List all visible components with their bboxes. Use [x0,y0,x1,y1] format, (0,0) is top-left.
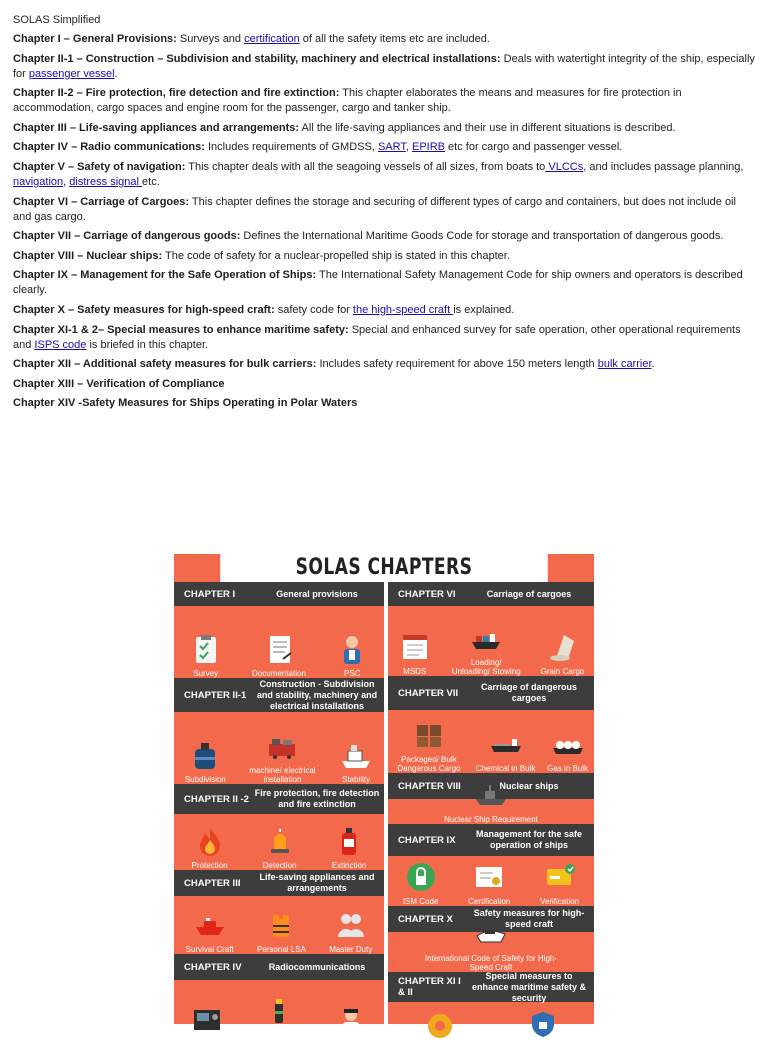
inline-link[interactable]: the high-speed craft [352,303,454,316]
verification-card-item [540,861,579,906]
warship-icon [474,779,508,813]
chapter-text: . [651,358,655,371]
speed-craft-item [416,918,566,972]
lifejacket-item [257,909,306,954]
cargo-ship-item [451,622,521,676]
inspector-item [335,633,369,678]
flame-item [192,825,228,870]
chapter-title: Carriage of cargoes [486,588,572,599]
operator-item [334,1004,368,1040]
icon-label: Survey [193,669,219,678]
ism-lock-item [403,861,439,906]
flame-icon [193,825,227,859]
chapter-paragraph [13,323,755,353]
icon-label: Certification [468,897,511,906]
msds-item [398,631,432,676]
chemical-tanker-icon [489,728,523,762]
icon-label: Detection [262,861,297,870]
chapter-number: CHAPTER VII [398,687,459,699]
chapter-text: is explained. [453,303,515,316]
extinguisher-item [332,825,367,870]
chapter-heading: Chapter IV – Radio communications: [13,141,205,154]
chapter-icon-band [388,932,594,972]
chapter-heading: Chapter I – General Provisions: [13,33,177,45]
chapter-number: CHAPTER X [398,913,453,925]
chapter-number: CHAPTER II -2 [184,793,249,805]
chapter-text: Includes requirements of GMDSS, [204,141,378,154]
chapter-list [13,32,755,411]
chapter-heading: Chapter XIII – Verification of Compliance [13,377,225,390]
chapter-header [388,676,594,710]
chapter-heading: Chapter III – Life-saving appliances and arrangements: [13,121,300,134]
lifebuoy-item [423,1008,457,1044]
inspector-icon [335,633,369,667]
chapter-title: Carriage of dangerous cargoes [480,682,578,703]
cargo-ship-icon [469,622,503,656]
lifeboat-item [186,909,234,954]
icon-label: machine/ electrical installation [249,766,316,784]
icon-label: Loading/ Unloading/ Stowing [451,658,521,676]
chapter-heading: Chapter VIII – Nuclear ships: [13,249,163,262]
chapter-text: This chapter elaborates the means and measures for fire protection in accommodation, cargo spaces and engine room for the passenger, cargo and tanker ship. [13,87,682,115]
chapter-number: CHAPTER IX [398,834,456,846]
chapter-text: . [114,67,118,80]
security-item [526,1008,560,1044]
chapter-number: CHAPTER VIII [398,780,461,792]
chapter-paragraph [13,121,755,136]
chapter-icon-band [388,710,594,773]
chapter-text: The International Safety Management Code for ship owners and operators is described clearly. [13,269,743,297]
gas-carrier-icon [551,728,585,762]
chapter-title: Fire protection, fire detection and fire extinction [254,788,380,809]
chapter-text: safety code for [274,303,353,316]
document-icon [262,633,296,667]
epirb-item [257,995,300,1040]
chapter-number: CHAPTER IV [184,961,242,973]
chapter-heading: Chapter XIV -Safety Measures for Ships Operating in Polar Waters [13,397,358,410]
lifebuoy-icon [423,1008,457,1042]
icon-label: Master Duty [329,945,373,954]
lifeboat-icon [193,909,227,943]
chapter-paragraph [13,86,755,116]
chapter-text: Defines the International Maritime Goods Code for storage and transportation of dangerous goods. [240,230,724,243]
gas-carrier-item [547,728,588,773]
chapter-title: Safety measures for high-speed craft [473,908,585,929]
chapter-paragraph [13,249,755,264]
chapter-number: CHAPTER II-1 [184,689,247,701]
extinguisher-icon [332,825,366,859]
chapter-text: This chapter defines the storage and securing of different types of cargo and containers, but does not include oil and gas cargo. [13,195,736,223]
ship-stability-icon [339,739,373,773]
alarm-icon [263,825,297,859]
msds-icon [398,631,432,665]
chapter-text: Surveys and [176,33,245,45]
icon-label: Extinction [331,861,367,870]
icon-label: Documentation [252,669,306,678]
chapter-text: of all the safety items etc are included. [299,33,490,45]
chapter-header [174,784,384,814]
icon-label: Protection [191,861,228,870]
chapter-number: CHAPTER VI [398,588,456,600]
chapter-header [388,582,594,606]
chapter-paragraph [13,303,755,318]
chapter-text: etc for cargo and passenger vessel. [445,141,623,154]
chapter-paragraph [13,52,755,82]
lifejacket-icon [264,909,298,943]
icon-label: Grain Cargo [540,667,585,676]
inline-link[interactable]: VLCCs [545,160,584,173]
verification-card-icon [543,861,577,895]
icon-label: Packaged/ Bulk Dangerous Cargo [397,755,461,773]
chapter-text: etc. [142,175,160,188]
chapter-icon-band [388,799,594,824]
chapter-paragraph [13,229,755,244]
document-title: SOLAS Simplified [13,14,101,26]
tank-icon [188,739,222,773]
icon-label: PSC [344,669,361,678]
grain-icon [545,631,579,665]
chapter-number: CHAPTER XI I & II [398,976,461,998]
chapter-title: General provisions [276,588,358,599]
chapter-paragraph [13,268,755,298]
machinery-item [247,730,317,784]
chapter-paragraph [13,160,755,190]
chapter-heading: Chapter V – Safety of navigation: [13,160,186,173]
chapter-header [174,954,384,980]
radio-console-icon [190,1004,224,1038]
infographic-title: SOLAS CHAPTERS [220,554,548,582]
infographic-left-column [174,582,384,1040]
infographic-right-column [388,582,594,1044]
chapter-title: Radiocommunications [268,961,366,972]
chapter-title: Management for the safe operation of ships [475,829,583,850]
tank-item [185,739,226,784]
chapter-icon-band [388,606,594,676]
document-item [252,633,306,678]
chapter-heading: Chapter VII – Carriage of dangerous goods: [13,230,241,243]
chapter-paragraph [13,396,755,411]
chapter-heading: Chapter II-2 – Fire protection, fire detection and fire extinction: [13,87,340,100]
chapter-text: , [405,141,412,154]
icon-label: Subdivision [184,775,226,784]
chapter-text: , and includes passage planning, [583,160,744,173]
chapter-header [174,870,384,896]
icon-label: Stability [342,775,371,784]
icon-label: Chemical in Bulk [475,764,536,773]
grain-item [541,631,585,676]
inline-link[interactable]: distress signal [69,175,143,188]
icon-label: Survival Craft [185,945,234,954]
chapter-text: Special and enhanced survey for safe operation, other operational requirements and [13,323,741,351]
chapter-icon-band [174,712,384,784]
alarm-item [263,825,297,870]
packaged-cargo-item [394,719,464,773]
chapter-icon-band [388,1002,594,1044]
icon-label: Verification [540,897,580,906]
icon-label: Gas in Bulk [547,764,589,773]
chapter-paragraph [13,140,755,155]
chapter-text: is briefed in this chapter. [86,338,209,351]
chapter-paragraph [13,195,755,225]
chapter-icon-band [174,814,384,870]
icon-label: Personal LSA [256,945,306,954]
radio-console-item [190,1004,224,1040]
ship-stability-item [339,739,373,784]
chapter-text: Includes safety requirement for above 150 meters length [316,358,598,371]
ism-lock-icon [404,861,438,895]
operator-icon [334,1004,368,1038]
chapter-title: Nuclear ships [499,780,559,791]
chapter-icon-band [174,896,384,954]
chapter-text: , [63,175,70,188]
chapter-heading: Chapter VI – Carriage of Cargoes: [13,195,190,208]
icon-label: ISM Code [402,897,439,906]
chapter-number: CHAPTER III [184,877,241,889]
chapter-heading: Chapter XII – Additional safety measures for bulk carriers: [13,358,317,371]
chapter-heading: Chapter X – Safety measures for high-speed craft: [13,303,275,316]
warship-item [444,779,538,824]
chapter-paragraph [13,32,755,47]
chapter-heading: Chapter II-1 – Construction – Subdivision and stability, machinery and electrical installations: [13,52,501,65]
chapter-header [388,972,594,1002]
chapter-text: Deals with watertight integrity of the ship, especially for [13,52,755,80]
icon-label: International Code of Safety for High-Speed Craft [424,954,558,972]
inline-link[interactable]: SART [377,141,406,154]
packaged-cargo-icon [412,719,446,753]
chapter-header [174,582,384,606]
chapter-header [388,824,594,856]
epirb-icon [262,995,296,1029]
inline-link[interactable]: navigation [13,175,64,188]
chapter-paragraph [13,377,755,392]
inline-link[interactable]: passenger vessel [28,67,115,80]
clipboard-item [189,633,223,678]
speed-craft-icon [474,918,508,952]
chapter-icon-band [174,980,384,1040]
chapter-text: This chapter deals with all the seagoing vessels of all sizes, from boats to [185,160,546,173]
chapter-title: Special measures to enhance maritime safety & security [471,970,587,1003]
certificate-icon [472,861,506,895]
clipboard-icon [189,633,223,667]
inline-link[interactable]: bulk carrier [597,358,652,371]
certificate-item [468,861,510,906]
crew-item [329,909,372,954]
icon-label: Nuclear Ship Requirement [444,815,538,824]
chapter-title: Life-saving appliances and arrangements [259,872,375,893]
chapter-heading: Chapter XI-1 & 2– Special measures to enhance maritime safety: [13,323,349,336]
chapter-icon-band [388,856,594,906]
crew-icon [334,909,368,943]
icon-label: MSDS [403,667,427,676]
chapter-header [174,678,384,712]
inline-link[interactable]: ISPS code [34,338,87,351]
chemical-tanker-item [476,728,536,773]
chapter-icon-band [174,606,384,678]
chapter-text: The code of safety for a nuclear-propelled ship is stated in this chapter. [162,249,510,262]
inline-link[interactable]: EPIRB [411,141,445,154]
chapter-heading: Chapter IX – Management for the Safe Operation of Ships: [13,269,317,282]
chapter-paragraph [13,357,755,372]
machinery-icon [265,730,299,764]
solas-infographic [174,554,594,1040]
chapter-text: All the life-saving appliances and their use in different situations is described. [299,121,676,134]
chapter-number: CHAPTER I [184,588,236,600]
icon-label: Other Radio [257,1031,301,1040]
document-body [13,13,755,416]
security-icon [526,1008,560,1042]
chapter-title: Construction - Subdivision and stability, machinery and electrical installations [256,678,378,711]
inline-link[interactable]: certification [244,33,300,45]
